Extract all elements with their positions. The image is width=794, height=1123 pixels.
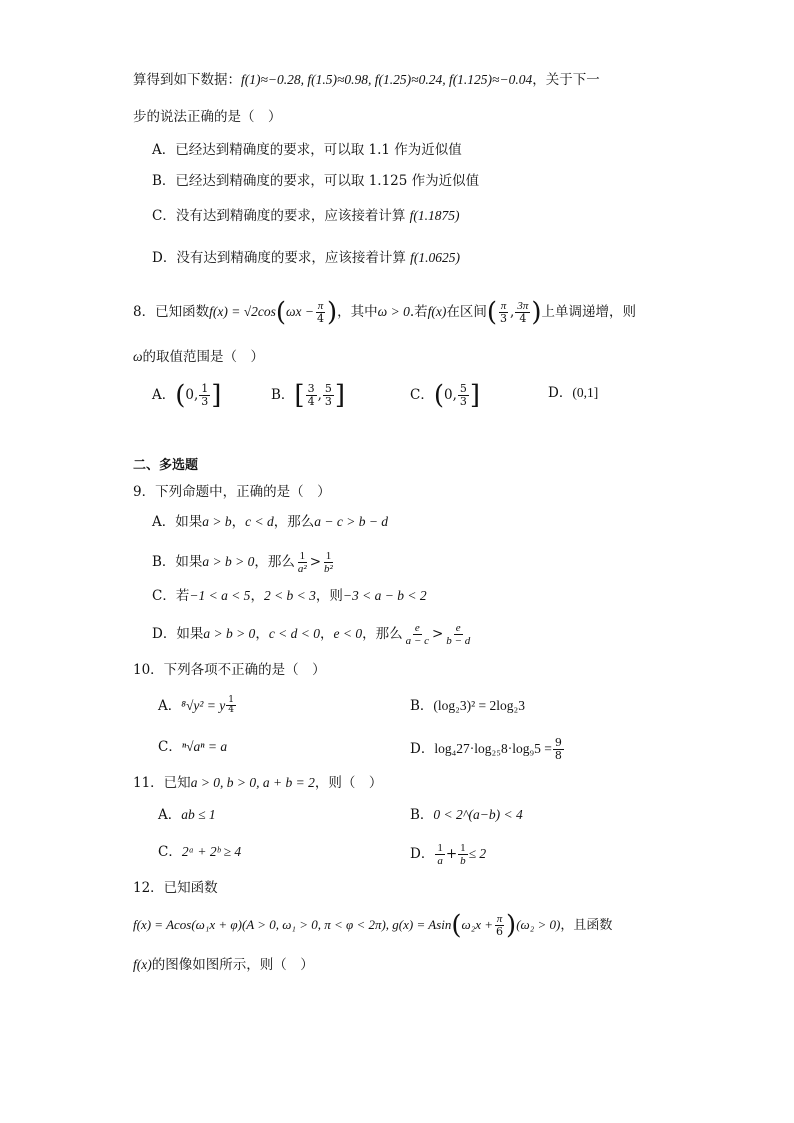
q11-d-den1: a <box>437 855 443 867</box>
q8-a-den: 3 <box>201 395 209 408</box>
q10-a-exp-num: 1 <box>228 695 234 705</box>
q8-b-den1: 4 <box>307 395 315 408</box>
q8-text5: 上单调递增，则 <box>541 304 636 320</box>
q11-d-num1: 1 <box>437 842 443 854</box>
q8-text2: ，其中 <box>337 304 378 320</box>
q9-b-num2: 1 <box>325 550 332 562</box>
q9-stem: 9．下列命题中，正确的是（ ） <box>133 484 331 500</box>
q10-c-val: ⁿ√aⁿ = a <box>181 739 228 754</box>
q7-line2: 步的说法正确的是（ ） <box>133 109 282 125</box>
q8-a-label: A． <box>152 387 176 403</box>
q7-option-c-text: C．没有达到精确度的要求，应该接着计算 <box>152 208 406 224</box>
q9-a-m3: a − c > b − d <box>314 514 389 529</box>
q9-c-t1: C．若 <box>152 588 190 604</box>
q7-text-end: ，关于下一 <box>532 72 600 88</box>
q12-text: ，且函数 <box>560 918 613 933</box>
q9-b-den2: b² <box>324 563 333 575</box>
q8-c-num: 5 <box>459 382 467 395</box>
q11-c-val: 2ᵃ + 2ᵇ ≥ 4 <box>181 844 242 859</box>
q8-num2: π <box>500 300 507 312</box>
q9-option-a <box>152 512 388 532</box>
q8-text3: .若 <box>409 304 428 320</box>
q7-option-c-math: f(1.1875) <box>409 208 460 223</box>
q8-c-label: C． <box>410 387 434 403</box>
q8-d-label: D． <box>548 385 573 401</box>
q12-den: 6 <box>496 925 504 938</box>
q10-a-label: A． <box>158 698 182 714</box>
q11-d-plus: + <box>445 846 458 862</box>
q9-d-num1: e <box>414 622 420 634</box>
q8-c-val: 0, <box>444 387 457 403</box>
q9-a-t2: ， <box>231 514 246 530</box>
q7-option-c <box>152 206 460 226</box>
q7-line1 <box>133 70 600 90</box>
q8-line2-text: 的取值范围是（ ） <box>142 349 265 365</box>
section-title: 二、多选题 <box>133 458 199 473</box>
q10-d-num: 9 <box>554 736 562 749</box>
q9-b-frac2 <box>322 550 335 575</box>
q8-fx: f(x) <box>427 304 447 319</box>
q9-a-t3: ，那么 <box>273 514 315 530</box>
q8-d-val: (0,1] <box>572 385 599 400</box>
q9-d-frac1 <box>404 622 431 647</box>
q9-d-gt: > <box>431 626 444 642</box>
q11-t1: 11．已知 <box>133 775 191 791</box>
q11-d-num2: 1 <box>460 842 466 854</box>
q8-option-b: B．[ $\frac{3}{4}$ , $\frac{5}{3}$ ] <box>271 380 346 411</box>
q11-c-label: C． <box>158 844 182 860</box>
q9-b-den1: a² <box>297 563 307 575</box>
q8-den3: 4 <box>519 312 527 325</box>
q9-b-t2: ，那么 <box>254 554 295 570</box>
q8-stem: 8．已知函数f(x) = √2cos(ωx − $\frac{\pi}{4}$ )，其中ω > 0.若f(x)在区间( $\frac{\pi}{3}$ , $\frac{3\pi}{4}$ )上单调递增，则 <box>133 297 636 328</box>
q12-stem: 12．已知函数 <box>133 880 218 896</box>
q7-option-b: B．已经达到精确度的要求，可以取 1.125 作为近似值 <box>152 173 480 189</box>
q8-option-a: A．(0, $\frac{1}{3}$ ] <box>152 380 222 411</box>
q9-c-m3: −3 < a − b < 2 <box>342 588 427 603</box>
q11-a-label: A． <box>158 807 182 823</box>
q10-a-exp-den: 4 <box>228 705 234 715</box>
q9-b-num1: 1 <box>299 550 306 562</box>
q8-b-num2: 5 <box>324 382 332 395</box>
q8-num: π <box>317 300 324 312</box>
q8-arg: ωx − <box>286 304 315 319</box>
q9-b-gt: > <box>309 554 322 570</box>
q12-num: π <box>496 913 503 925</box>
q10-d-den: 8 <box>554 749 562 762</box>
q8-omega-cond: ω > 0 <box>377 304 410 319</box>
q8-b-num1: 3 <box>307 382 315 395</box>
q8-a-num: 1 <box>201 382 209 395</box>
q7-option-d <box>152 248 460 268</box>
q10-d-frac <box>553 737 564 762</box>
q9-option-b <box>152 550 336 575</box>
q11-a-val: ab ≤ 1 <box>181 807 216 822</box>
q8-num3: 3π <box>517 300 529 312</box>
q11-d-frac2 <box>458 842 468 867</box>
q8-b-den2: 3 <box>324 395 332 408</box>
q9-option-d <box>152 622 473 647</box>
q10-d-val: log₄27·log₂₅8·log₉5 = <box>434 741 552 756</box>
q8-3pi-over-4 <box>515 300 530 325</box>
q12-pi-over-6 <box>494 913 505 938</box>
q9-d-t4: ，那么 <box>362 626 403 642</box>
q12-f-def: f(x) = Acos(ω₁x + φ)(A > 0, ω₁ > 0, π < φ < 2π), g(x) = Asin <box>133 917 452 932</box>
q9-a-m2: c < d <box>245 514 274 529</box>
q8-option-c: C．(0, $\frac{5}{3}$ ] <box>410 380 481 411</box>
q10-d-label: D． <box>410 741 435 757</box>
q8-pi-over-4 <box>315 300 326 325</box>
q10-a-exp <box>226 696 236 715</box>
q11-option-b <box>410 805 523 825</box>
q9-d-num2: e <box>455 622 461 634</box>
q10-b-label: B． <box>410 698 434 714</box>
q9-c-m2: 2 < b < 3 <box>263 588 316 603</box>
q8-den: 4 <box>317 312 325 325</box>
q8-den2: 3 <box>500 312 508 325</box>
q8-text4: 在区间 <box>446 304 487 320</box>
q10-a-val: ⁸√y² = y <box>181 698 226 713</box>
q11-t2: ，则（ ） <box>314 775 383 791</box>
q9-c-t2: ， <box>250 588 264 604</box>
q10-b-val: (log₂3)² = 2log₂3 <box>433 698 525 713</box>
q11-d-le: ≤ 2 <box>468 846 487 861</box>
q9-d-den1: a − c <box>405 635 429 647</box>
q8-b-frac2 <box>323 383 334 408</box>
q7-text: 算得到如下数据： <box>133 72 241 88</box>
q9-a-m1: a > b <box>202 514 232 529</box>
q8-option-d <box>548 383 598 403</box>
q11-option-a <box>158 805 216 825</box>
q11-b-label: B． <box>410 807 434 823</box>
q9-d-t2: ， <box>255 626 269 642</box>
q9-d-t3: ， <box>320 626 334 642</box>
q12-omega2: (ω₂ > 0) <box>516 917 561 932</box>
q11-cond: a > 0, b > 0, a + b = 2 <box>190 775 315 790</box>
q8-omega: ω <box>133 349 143 364</box>
q9-b-m1: a > b > 0 <box>202 554 255 569</box>
q12-line3 <box>133 955 314 975</box>
q7-option-d-text: D．没有达到精确度的要求，应该接着计算 <box>152 250 406 266</box>
q9-d-m1: a > b > 0 <box>203 626 256 641</box>
q9-d-m2: c < d < 0 <box>268 626 321 641</box>
q9-c-m1: −1 < a < 5 <box>189 588 251 603</box>
q12-g-arg: ω₂x + <box>461 917 494 932</box>
q7-data: f(1)≈−0.28, f(1.5)≈0.98, f(1.25)≈0.24, f(1.125)≈−0.04 <box>241 72 533 87</box>
q8-line2 <box>133 347 264 367</box>
q8-b-frac1 <box>306 383 317 408</box>
q9-option-c <box>152 586 427 606</box>
q10-stem: 10．下列各项不正确的是（ ） <box>133 662 326 678</box>
q8-a-val: 0, <box>185 387 199 403</box>
q11-d-label: D． <box>410 846 435 862</box>
q8-a-frac <box>199 383 210 408</box>
q11-b-val: 0 < 2^(a−b) < 4 <box>433 807 523 822</box>
q8-c-frac <box>458 383 469 408</box>
q9-d-t1: D．如果 <box>152 626 204 642</box>
q9-b-t1: B．如果 <box>152 554 203 570</box>
q8-c-den: 3 <box>459 395 467 408</box>
q8-text: 8．已知函数 <box>133 304 210 320</box>
q11-stem <box>133 773 382 793</box>
q10-option-c <box>158 737 227 757</box>
q8-func: f(x) = √2cos <box>209 304 276 319</box>
q12-line3-text: 的图像如图所示，则（ ） <box>151 957 314 973</box>
q8-pi-over-3 <box>498 300 509 325</box>
q7-option-d-math: f(1.0625) <box>410 250 460 265</box>
q9-a-t1: A．如果 <box>152 514 203 530</box>
q12-line2: f(x) = Acos(ω₁x + φ)(A > 0, ω₁ > 0, π < φ < 2π), g(x) = Asin(ω₂x + $\frac{\pi}{6}$ )(ω₂ > 0)，且函数 <box>133 910 613 941</box>
q9-c-t3: ，则 <box>315 588 343 604</box>
q11-option-c <box>158 842 241 862</box>
q11-d-frac1 <box>435 842 445 867</box>
q11-d-den2: b <box>460 855 466 867</box>
q9-b-frac1 <box>296 550 309 575</box>
q10-option-d <box>410 737 565 762</box>
q8-b-label: B． <box>271 387 295 403</box>
q10-c-label: C． <box>158 739 182 755</box>
q10-option-a <box>158 696 237 716</box>
q10-option-b <box>410 696 525 716</box>
q11-option-d <box>410 842 486 867</box>
q9-d-frac2 <box>444 622 472 647</box>
q9-d-m3: e < 0 <box>333 626 363 641</box>
q12-fx: f(x) <box>133 957 152 972</box>
q9-d-den2: b − d <box>446 635 471 647</box>
q7-option-a: A．已经达到精确度的要求，可以取 1.1 作为近似值 <box>152 142 462 158</box>
